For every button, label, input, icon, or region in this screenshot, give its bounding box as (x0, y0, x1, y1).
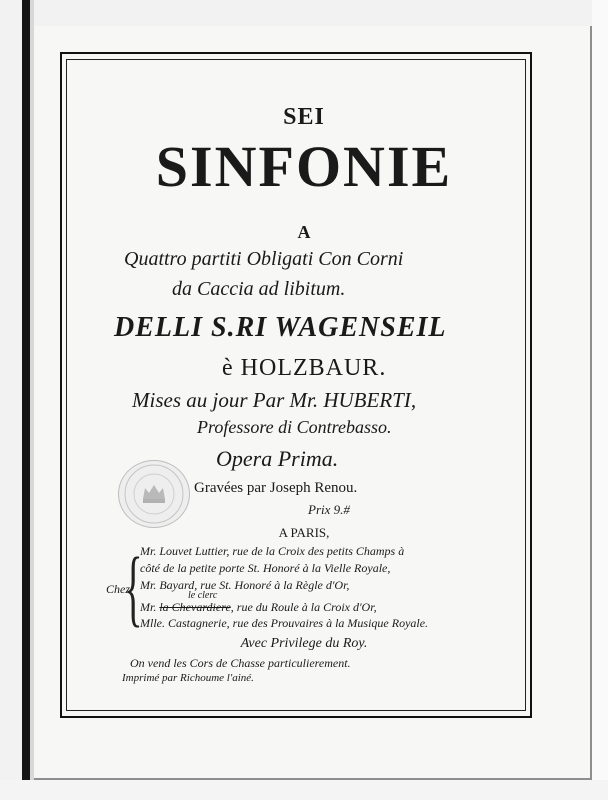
address-line-1: Mr. Louvet Luttier, rue de la Croix des petits Champs à (140, 544, 405, 558)
price-line: Prix 9.# (308, 502, 350, 517)
sales-note: On vend les Cors de Chasse particulierement. (130, 656, 351, 670)
title-a: A (297, 222, 311, 242)
privilege-line: Avec Privilege du Roy. (240, 636, 368, 651)
address-line-3: Mr. Bayard, rue St. Honoré à la Règle d'Or, (140, 578, 350, 592)
subtitle-line-2: da Caccia ad libitum. (172, 278, 346, 300)
top-edge (0, 0, 608, 26)
crown-icon (119, 461, 189, 527)
engraver-line: Gravées par Joseph Renou. (194, 480, 358, 496)
struck-name: la Chevardiere (159, 600, 231, 614)
subtitle-line-1: Quattro partiti Obligati Con Corni (124, 248, 404, 270)
address-line-5: Mlle. Castagnerie, rue des Prouvaires à la Musique Royale. (140, 616, 429, 630)
address-4-suffix: , rue du Roule à la Croix d'Or, (230, 600, 377, 614)
library-stamp (118, 460, 190, 528)
composer-holzbaur: è HOLZBAUR. (222, 355, 387, 381)
editor-profession: Professore di Contrebasso. (197, 417, 392, 437)
city-line: A PARIS, (278, 525, 330, 540)
address-line-4 (140, 600, 377, 615)
printer-line: Imprimé par Richoume l'ainé. (122, 672, 254, 684)
editor-line: Mises au jour Par Mr. HUBERTI, (132, 388, 417, 412)
bottom-edge (0, 780, 608, 800)
composers-line: DELLI S.RI WAGENSEIL (114, 312, 447, 343)
brace-symbol: { (124, 539, 143, 635)
address-4-prefix: Mr. (140, 600, 157, 614)
title-sei: SEI (283, 104, 325, 130)
handwritten-correction: le clerc (188, 590, 218, 601)
title-sinfonie: SINFONIE (155, 134, 453, 199)
chez-label: Chez (106, 582, 130, 596)
opus-line: Opera Prima. (216, 446, 339, 471)
address-line-2: côté de la petite porte St. Honoré à la Vielle Royale, (140, 561, 391, 575)
